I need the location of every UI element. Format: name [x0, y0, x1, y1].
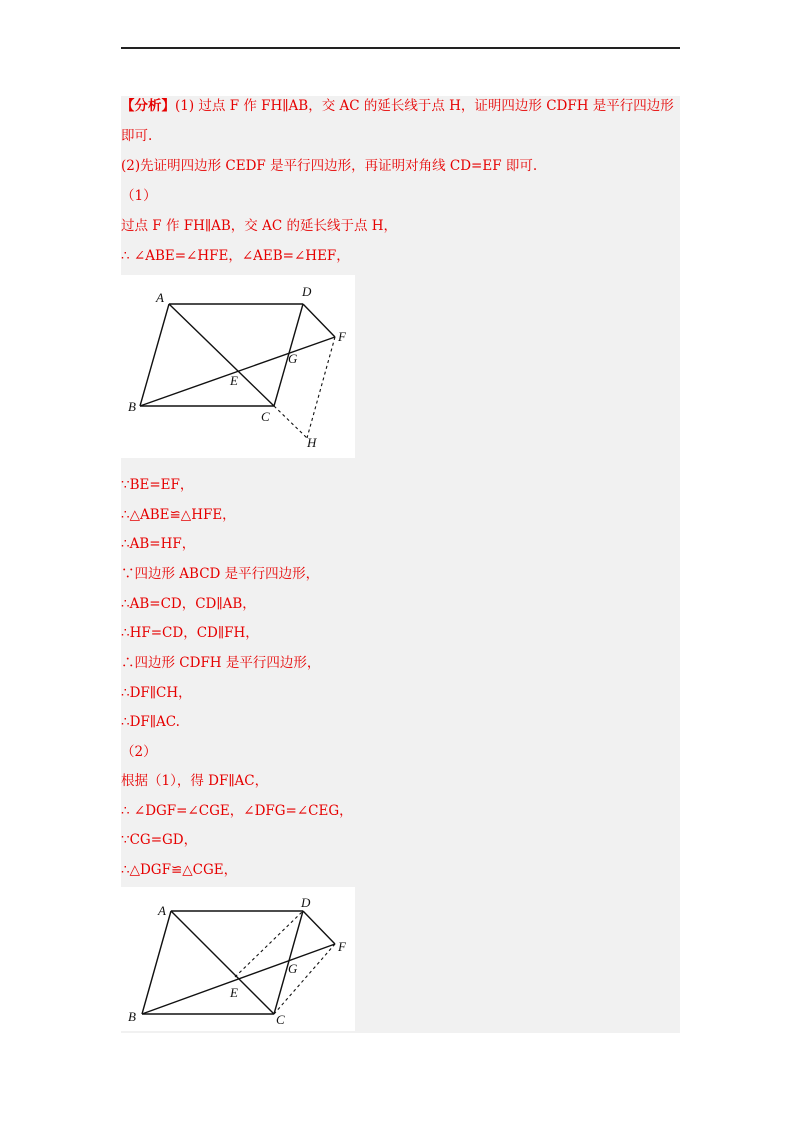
- segment-DF: [303, 304, 335, 337]
- analysis-line-1: [121, 96, 674, 116]
- header-rule: [121, 47, 680, 49]
- label-A: A: [156, 290, 164, 305]
- text-line: 过点 F 作 FH∥AB，交 AC 的延长线于点 H，: [121, 218, 398, 234]
- label-D: D: [301, 895, 311, 910]
- text-line: ∵四边形 ABCD 是平行四边形，: [121, 566, 320, 582]
- dashed-FH: [307, 337, 335, 438]
- text-line: ∴AB=CD，CD∥AB，: [121, 596, 256, 612]
- segment-AB: [140, 304, 169, 406]
- segment-BF: [140, 337, 335, 406]
- figure-1: [121, 275, 355, 458]
- text-line: 根据（1），得 DF∥AC，: [121, 773, 269, 789]
- part-label: （1）: [121, 188, 157, 204]
- label-E: E: [230, 985, 238, 1000]
- label-C: C: [261, 409, 270, 424]
- text-line: 即可.: [121, 128, 153, 144]
- text-line: (2)先证明四边形 CEDF 是平行四边形，再证明对角线 CD=EF 即可.: [121, 158, 538, 174]
- dashed-CH: [274, 406, 307, 438]
- text-line: (1) 过点 F 作 FH∥AB，交 AC 的延长线于点 H，证明四边形 CDFH 是平行四边形: [175, 98, 674, 114]
- figure-1-svg: [121, 275, 355, 458]
- label-C: C: [276, 1012, 285, 1027]
- text-line: ∴DF∥CH，: [121, 685, 192, 701]
- text-line: ∴ ∠ABE=∠HFE，∠AEB=∠HEF，: [121, 248, 350, 264]
- part-label: （2）: [121, 744, 157, 760]
- label-B: B: [128, 1009, 136, 1024]
- label-H: H: [307, 435, 317, 450]
- text-line: ∴DF∥AC.: [121, 714, 180, 730]
- segment-BF: [142, 944, 335, 1014]
- text-line: ∴AB=HF，: [121, 536, 196, 552]
- analysis-tag: 【分析】: [121, 98, 175, 114]
- label-G: G: [288, 961, 298, 976]
- label-G: G: [288, 351, 298, 366]
- text-line: ∵CG=GD，: [121, 832, 198, 848]
- text-line: ∴HF=CD，CD∥FH，: [121, 625, 259, 641]
- text-line: ∴△ABE≌△HFE，: [121, 507, 236, 523]
- figure-2: [121, 887, 355, 1031]
- label-F: F: [338, 939, 346, 954]
- label-B: B: [128, 399, 136, 414]
- label-A: A: [158, 903, 166, 918]
- label-F: F: [338, 329, 346, 344]
- segment-AB: [142, 911, 171, 1014]
- label-D: D: [302, 284, 312, 299]
- text-line: ∴△DGF≌△CGE，: [121, 862, 238, 878]
- text-line: ∴ ∠DGF=∠CGE，∠DFG=∠CEG，: [121, 803, 353, 819]
- text-line: ∴四边形 CDFH 是平行四边形，: [121, 655, 321, 671]
- text-line: ∵BE=EF，: [121, 477, 194, 493]
- label-E: E: [230, 373, 238, 388]
- figure-2-svg: [121, 887, 355, 1031]
- segment-DF: [303, 911, 335, 944]
